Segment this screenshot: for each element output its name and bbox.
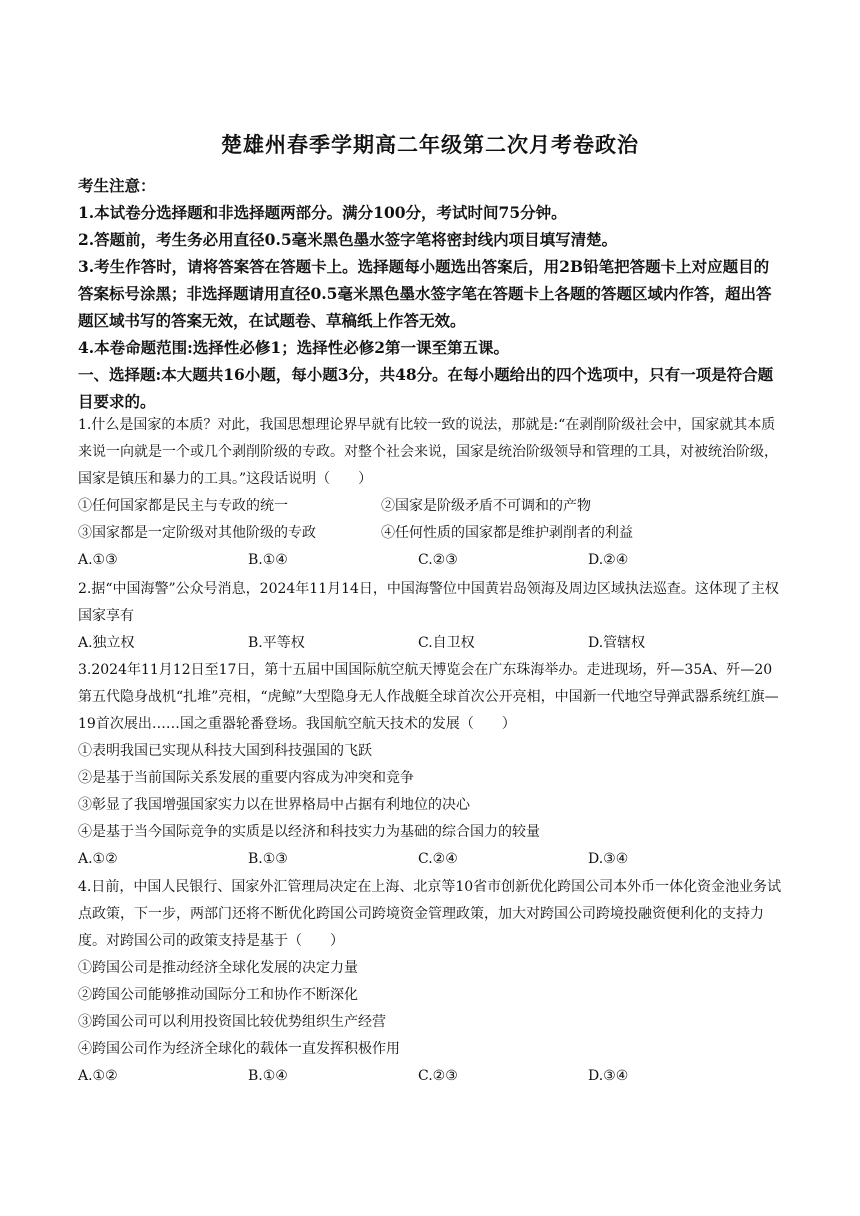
- option-d: D.③④: [588, 1068, 629, 1084]
- option-b: B.①③: [248, 851, 288, 867]
- question-stem: 2.据“中国海警”公众号消息，2024年11月14日，中国海警位中国黄岩岛领海及周边区域执法巡查。这体现了主权国家享有: [78, 581, 779, 624]
- statement: ②跨国公司能够推动国际分工和协作不断深化: [78, 987, 358, 1003]
- statement: ③彰显了我国增强国家实力以在世界格局中占据有利地位的决心: [78, 797, 470, 813]
- question-3: [78, 657, 784, 873]
- question-stem: 1.什么是国家的本质？对此，我国思想理论界早就有比较一致的说法，那就是:“在剥削阶级社会中，国家就其本质来说一向就是一个或几个剥削阶级的专政。对整个社会来说，国家是统治阶级领导和管理的工具，对被统治阶级，国家是镇压和暴力的工具。”这段话说明（ ）: [78, 417, 778, 487]
- option-d: D.②④: [588, 552, 629, 568]
- statement: ①任何国家都是民主与专政的统一: [78, 498, 288, 514]
- notice-block: [78, 172, 784, 415]
- option-c: C.②③: [418, 552, 458, 568]
- answer-options: [78, 1063, 784, 1090]
- statement: ②是基于当前国际关系发展的重要内容成为冲突和竞争: [78, 770, 414, 786]
- statement-row: [78, 520, 784, 547]
- statement: ④跨国公司作为经济全球化的载体一直发挥积极作用: [78, 1041, 400, 1057]
- question-stem: 3.2024年11月12日至17日，第十五届中国国际航空航天博览会在广东珠海举办。走进现场，歼—35A、歼—20第五代隐身战机“扎堆”亮相，“虎鲸”大型隐身无人作战艇全球首次公开亮相，中国新一代地空导弹武器系统红旗—19首次展出……国之重器轮番登场。我国航空航天技术的发展（ ）: [78, 662, 779, 732]
- option-d: D.③④: [588, 851, 629, 867]
- statement: ④任何性质的国家都是维护剥削者的利益: [381, 525, 633, 541]
- statement: ④是基于当今国际竞争的实质是以经济和科技实力为基础的综合国力的较量: [78, 824, 540, 840]
- question-1: [78, 412, 784, 574]
- option-a: A.①②: [78, 1068, 118, 1084]
- answer-options: [78, 630, 784, 657]
- notice-item: 2.答题前，考生务必用直径0.5毫米黑色墨水签字笔将密封线内项目填写清楚。: [78, 230, 618, 249]
- notice-item: 3.考生作答时，请将答案答在答题卡上。选择题每小题选出答案后，用2B铅笔把答题卡上对应题目的答案标号涂黑；非选择题请用直径0.5毫米黑色墨水签字笔在答题卡上各题的答题区域内作答，超出答题区域书写的答案无效，在试题卷、草稿纸上作答无效。: [78, 257, 772, 330]
- question-4: [78, 874, 784, 1090]
- section-heading: 一、选择题:本大题共16小题，每小题3分，共48分。在每小题给出的四个选项中，只有一项是符合题目要求的。: [78, 365, 774, 411]
- option-c: C.自卫权: [418, 635, 475, 651]
- option-c: C.②③: [418, 1068, 458, 1084]
- question-stem: 4.日前，中国人民银行、国家外汇管理局决定在上海、北京等10省市创新优化跨国公司本外币一体化资金池业务试点政策，下一步，两部门还将不断优化跨国公司跨境资金管理政策，加大对跨国公司跨境投融资便利化的支持力度。对跨国公司的政策支持是基于（ ）: [78, 879, 782, 949]
- page-title: 楚雄州春季学期高二年级第二次月考卷政治: [221, 132, 639, 157]
- option-a: A.①②: [78, 851, 118, 867]
- statement: ①跨国公司是推动经济全球化发展的决定力量: [78, 960, 358, 976]
- option-b: B.①④: [248, 552, 288, 568]
- notice-heading: 考生注意：: [78, 176, 156, 195]
- statement: ②国家是阶级矛盾不可调和的产物: [381, 498, 591, 514]
- option-a: A.①③: [78, 552, 118, 568]
- option-d: D.管辖权: [588, 635, 646, 651]
- statement-row: [78, 493, 784, 520]
- notice-item: 4.本卷命题范围:选择性必修1；选择性必修2第一课至第五课。: [78, 338, 509, 357]
- option-c: C.②④: [418, 851, 458, 867]
- notice-item: 1.本试卷分选择题和非选择题两部分。满分100分，考试时间75分钟。: [78, 203, 567, 222]
- option-b: B.①④: [248, 1068, 288, 1084]
- statement: ①表明我国已实现从科技大国到科技强国的飞跃: [78, 743, 372, 759]
- option-b: B.平等权: [248, 635, 305, 651]
- answer-options: [78, 846, 784, 873]
- statement: ③国家都是一定阶级对其他阶级的专政: [78, 525, 316, 541]
- question-2: [78, 576, 784, 657]
- answer-options: [78, 547, 784, 574]
- statement: ③跨国公司可以利用投资国比较优势组织生产经营: [78, 1014, 386, 1030]
- option-a: A.独立权: [78, 635, 135, 651]
